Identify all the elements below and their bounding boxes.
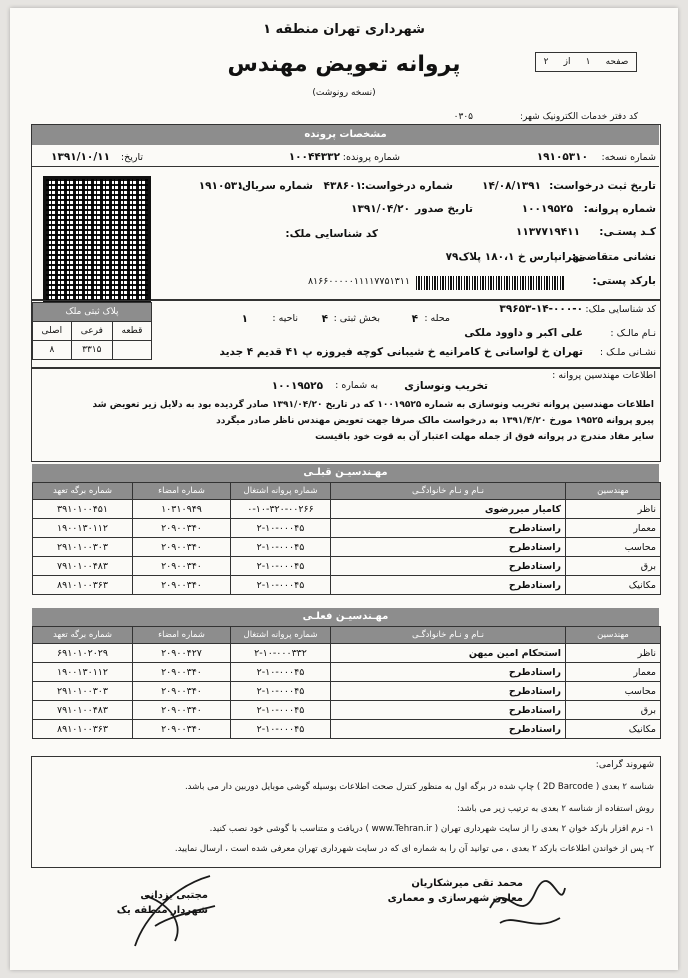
cell-role: محاسب bbox=[566, 538, 661, 557]
property-address-label: نشـانی ملـک : bbox=[599, 347, 656, 358]
dossier-no: ۱۰۰۴۴۳۳۲ bbox=[288, 151, 340, 163]
cell-signature: ۲۰۹۰۰۳۴۰ bbox=[133, 663, 231, 682]
page-label: صفحه bbox=[605, 57, 629, 67]
permit-document bbox=[10, 8, 678, 970]
cell-signature: ۲۰۹۰۰۳۴۰ bbox=[133, 720, 231, 739]
col-role: مهندسین bbox=[566, 483, 661, 500]
table-row bbox=[33, 701, 661, 720]
signature-left-scribble bbox=[115, 866, 225, 956]
col-role: مهندسین bbox=[566, 627, 661, 644]
cell-license: ۲-۱۰-۰۰۰۴۵ bbox=[231, 701, 331, 720]
cell-role: معمار bbox=[566, 663, 661, 682]
page-total: ۲ bbox=[543, 57, 549, 67]
permit-no: ۱۰۰۱۹۵۲۵ bbox=[521, 203, 573, 215]
page-indicator bbox=[535, 52, 637, 72]
serial-label: شماره سریال: bbox=[237, 180, 313, 192]
municipality-header: شهرداری تهران منطقه ۱ bbox=[263, 22, 425, 37]
signer-right-title: معاون شهرسازی و معماری bbox=[387, 893, 523, 904]
cell-name: راستادطرح bbox=[331, 701, 566, 720]
table-row bbox=[33, 538, 661, 557]
date-label: تاریخ: bbox=[120, 152, 143, 163]
col-license: شماره پروانه اشتغال bbox=[231, 483, 331, 500]
col-commitment: شماره برگه تعهد bbox=[33, 627, 133, 644]
plate-part bbox=[112, 341, 151, 360]
cell-name: استحکام امین میهن bbox=[331, 644, 566, 663]
page-of: از bbox=[563, 57, 571, 67]
table-row bbox=[33, 557, 661, 576]
table-row bbox=[33, 644, 661, 663]
cell-role: برق bbox=[566, 701, 661, 720]
mahalle: ۴ bbox=[411, 313, 418, 325]
col-name: نـام و نـام خانوادگـی bbox=[331, 483, 566, 500]
cell-license: ۲-۱۰-۰۰۰۴۵ bbox=[231, 519, 331, 538]
table-row bbox=[33, 682, 661, 701]
plate-header-part: قطعه bbox=[112, 322, 151, 341]
permit-number-label: به شماره : bbox=[335, 380, 378, 391]
cell-signature: ۲۰۹۰۰۳۴۰ bbox=[133, 701, 231, 720]
property-id-label: کد شناسایی ملک: bbox=[585, 304, 656, 315]
cell-commitment: ۶۹۱۰۱۰۲۰۲۹ bbox=[33, 644, 133, 663]
cell-name: راستادطرح bbox=[331, 538, 566, 557]
request-date-label: تاریخ ثبت درخواست: bbox=[549, 180, 656, 192]
cell-commitment: ۲۹۱۰۱۰۰۳۰۳ bbox=[33, 682, 133, 701]
qr-code-icon bbox=[43, 176, 151, 304]
postal-barcode-icon bbox=[416, 276, 564, 290]
cell-role: معمار bbox=[566, 519, 661, 538]
permit-info-line1: اطلاعات مهندسین پروانه تخریب ونوسازی به شماره ۱۰۰۱۹۵۲۵ که در تاریخ ۱۳۹۱/۰۴/۲۰ صادر گردیده بود به دلایل زیر تعویض شد bbox=[92, 400, 654, 410]
notes-line1: شناسه ۲ بعدی ( 2D Barcode ) چاپ شده در برگه اول به منظور کنترل صحت اطلاعات بوسیله گوشی موبایل دوربین دار می باشد. bbox=[184, 782, 654, 792]
document-title: پروانه تعویض مهندس bbox=[227, 52, 461, 77]
nahie: ۱ bbox=[241, 313, 248, 325]
plate-header-main: اصلی bbox=[33, 322, 72, 341]
col-name: نـام و نـام خانوادگـی bbox=[331, 627, 566, 644]
request-no: ۴۳۸۶۰۱ bbox=[323, 180, 362, 192]
property-address: تهران خ لواسانی خ کامرانیه خ شیبانی کوچه فیروزه پ ۴۱ قدیم ۴ جدید bbox=[219, 346, 583, 358]
date-value: ۱۳۹۱/۱۰/۱۱ bbox=[51, 151, 110, 163]
plate-sub: ۳۳۱۵ bbox=[71, 341, 112, 360]
copy-note: (نسخه رونوشت) bbox=[312, 88, 376, 98]
postal-code-label: کـد پستـی: bbox=[599, 226, 656, 238]
postal-barcode-value: ۸۱۶۶۰۰۰۰۰۱۱۱۱۷۷۵۱۳۱۱ bbox=[307, 276, 410, 287]
cell-name: راستادطرح bbox=[331, 720, 566, 739]
permit-info-line2: پیرو پروانه ۱۹۵۲۵ مورخ ۱۳۹۱/۴/۲۰ به درخواست مالک صرفا جهت تعویض مهندس ناظر صادر میگردد bbox=[216, 416, 654, 426]
cell-commitment: ۷۹۱۰۱۰۰۴۸۳ bbox=[33, 701, 133, 720]
office-code-value: ۰۳۰۵ bbox=[453, 112, 473, 122]
cell-license: ۲-۱۰-۰۰۰۴۵ bbox=[231, 720, 331, 739]
cell-license: ۲-۱۰-۰۰۰۴۵ bbox=[231, 576, 331, 595]
bakhsh-label: بخش ثبتی : bbox=[333, 313, 380, 324]
cell-license: ۲-۱۰-۰۰۰۴۵ bbox=[231, 557, 331, 576]
signer-left-name: مجتبی یزدانی bbox=[140, 890, 208, 901]
issue-date: ۱۳۹۱/۰۴/۲۰ bbox=[351, 203, 410, 215]
mahalle-label: محله : bbox=[424, 313, 450, 324]
cell-role: ناظر bbox=[566, 644, 661, 663]
cell-signature: ۲۰۹۰۰۴۲۷ bbox=[133, 644, 231, 663]
cell-name: راستادطرح bbox=[331, 576, 566, 595]
request-no-label: شماره درخواست: bbox=[360, 180, 453, 192]
permit-number: ۱۰۰۱۹۵۲۵ bbox=[271, 380, 323, 392]
notes-line4: ۲- پس از خواندن اطلاعات بارکد ۲ بعدی ، می توانید آن را به شماره ای که در سایت شهرداری تهران معرفی شده است ، ارسال نمایید. bbox=[174, 844, 654, 854]
curr-engineers-table bbox=[32, 626, 661, 739]
table-row bbox=[33, 576, 661, 595]
permit-info-line3: سایر مفاد مندرج در پروانه فوق از جمله مهلت اعتبار آن به قوت خود باقیست bbox=[315, 432, 654, 442]
cell-role: مکانیک bbox=[566, 576, 661, 595]
cell-role: محاسب bbox=[566, 682, 661, 701]
address-label: نشانی متقاضی: bbox=[571, 251, 656, 263]
cell-signature: ۱۰۳۱۰۹۴۹ bbox=[133, 500, 231, 519]
cell-name: راستادطرح bbox=[331, 682, 566, 701]
notes-line3: ۱- نرم افزار بارکد خوان ۲ بعدی را از سایت شهرداری تهران ( www.Tehran.ir ) دریافت و متناسب با گوشی خود نصب کنید. bbox=[209, 824, 654, 834]
postal-code: ۱۱۳۷۷۱۹۴۱۱ bbox=[515, 226, 580, 238]
cell-license: ۲-۱۰-۰۰۰۴۵ bbox=[231, 538, 331, 557]
table-row bbox=[33, 663, 661, 682]
permit-info-heading: اطلاعات مهندسین پروانه : bbox=[552, 370, 656, 381]
cell-commitment: ۱۹۰۰۱۳۰۱۱۲ bbox=[33, 519, 133, 538]
file-no-label: شماره نسخه: bbox=[601, 152, 656, 163]
cell-license: ۲-۱۰-۰۰۰۳۳۲ bbox=[231, 644, 331, 663]
cell-commitment: ۸۹۱۰۱۰۰۳۶۳ bbox=[33, 720, 133, 739]
col-commitment: شماره برگه تعهد bbox=[33, 483, 133, 500]
cell-name: راستادطرح bbox=[331, 519, 566, 538]
col-license: شماره پروانه اشتغال bbox=[231, 627, 331, 644]
cell-signature: ۲۰۹۰۰۳۴۰ bbox=[133, 557, 231, 576]
property-id-label-top: کد شناسایی ملک: bbox=[285, 228, 378, 240]
cell-role: ناظر bbox=[566, 500, 661, 519]
issue-date-label: تاریخ صدور bbox=[415, 203, 473, 215]
cell-license: ۰-۱۰-۳۲۰-۰۰۲۶۶ bbox=[231, 500, 331, 519]
bakhsh: ۴ bbox=[321, 313, 328, 325]
postal-barcode-label: بارکد پستی: bbox=[592, 275, 656, 287]
cell-signature: ۲۰۹۰۰۳۴۰ bbox=[133, 682, 231, 701]
cell-name: راستادطرح bbox=[331, 557, 566, 576]
prev-engineers-title: مهـندسیـن قبلـی bbox=[32, 464, 659, 482]
nahie-label: ناحیه : bbox=[272, 313, 298, 324]
cell-commitment: ۳۹۱۰۱۰۰۴۵۱ bbox=[33, 500, 133, 519]
file-no: ۱۹۱۰۵۳۱۰ bbox=[536, 151, 588, 163]
cell-license: ۲-۱۰-۰۰۰۴۵ bbox=[231, 682, 331, 701]
prev-engineers-table bbox=[32, 482, 661, 595]
signer-right-name: محمد تقی میرشکاریان bbox=[411, 878, 523, 889]
permit-type: تخریب ونوسازی bbox=[404, 380, 488, 392]
office-code-label: کد دفتر خدمات الکترونیک شهر: bbox=[520, 112, 638, 122]
applicant-address: تهرانپارس خ ۱۸۰،۱ پلاک۷۹ bbox=[445, 251, 583, 263]
owner-name: علی اکبر و داوود ملکی bbox=[464, 327, 583, 339]
table-row bbox=[33, 519, 661, 538]
table-row bbox=[33, 720, 661, 739]
cell-role: برق bbox=[566, 557, 661, 576]
cell-name: کامیار میررضوی bbox=[331, 500, 566, 519]
cell-name: راستادطرح bbox=[331, 663, 566, 682]
plate-table bbox=[32, 302, 152, 360]
property-id: ۳۹۶۵۳-۱۴-۰۰۰-۰ bbox=[499, 303, 583, 315]
cell-commitment: ۲۹۱۰۱۰۰۳۰۳ bbox=[33, 538, 133, 557]
col-signature: شماره امضاء bbox=[133, 483, 231, 500]
plate-header-sub: فرعی bbox=[71, 322, 112, 341]
cell-license: ۲-۱۰-۰۰۰۴۵ bbox=[231, 663, 331, 682]
permit-specs-title: مشخصات پرونده bbox=[32, 125, 659, 145]
notes-greeting: شهروند گرامی: bbox=[595, 760, 654, 770]
notes-line2: روش استفاده از شناسه ۲ بعدی به ترتیب زیر می باشد: bbox=[457, 804, 654, 814]
permit-no-label: شماره پروانه: bbox=[583, 203, 656, 215]
dossier-label: شماره پرونده: bbox=[342, 152, 400, 163]
cell-commitment: ۱۹۰۰۱۳۰۱۱۲ bbox=[33, 663, 133, 682]
curr-engineers-title: مهـندسیـن فعلـی bbox=[32, 608, 659, 626]
plate-main: ۸ bbox=[33, 341, 72, 360]
cell-signature: ۲۰۹۰۰۳۴۰ bbox=[133, 538, 231, 557]
cell-role: مکانیک bbox=[566, 720, 661, 739]
table-row bbox=[33, 500, 661, 519]
col-signature: شماره امضاء bbox=[133, 627, 231, 644]
cell-signature: ۲۰۹۰۰۳۴۰ bbox=[133, 576, 231, 595]
page-current: ۱ bbox=[585, 57, 591, 67]
cell-commitment: ۷۹۱۰۱۰۰۴۸۳ bbox=[33, 557, 133, 576]
divider bbox=[32, 166, 659, 167]
plate-title: پلاک ثبتی ملک bbox=[33, 303, 152, 322]
request-date: ۱۴/۰۸/۱۳۹۱ bbox=[482, 180, 541, 192]
cell-signature: ۲۰۹۰۰۳۴۰ bbox=[133, 519, 231, 538]
signature-right-scribble bbox=[480, 868, 570, 938]
signer-left-title: شهردار منطقه یک bbox=[116, 905, 208, 916]
cell-commitment: ۸۹۱۰۱۰۰۳۶۳ bbox=[33, 576, 133, 595]
serial-no: ۱۹۱۰۵۳۱۰ bbox=[198, 180, 250, 192]
owner-label: نـام مالـک : bbox=[610, 328, 656, 339]
